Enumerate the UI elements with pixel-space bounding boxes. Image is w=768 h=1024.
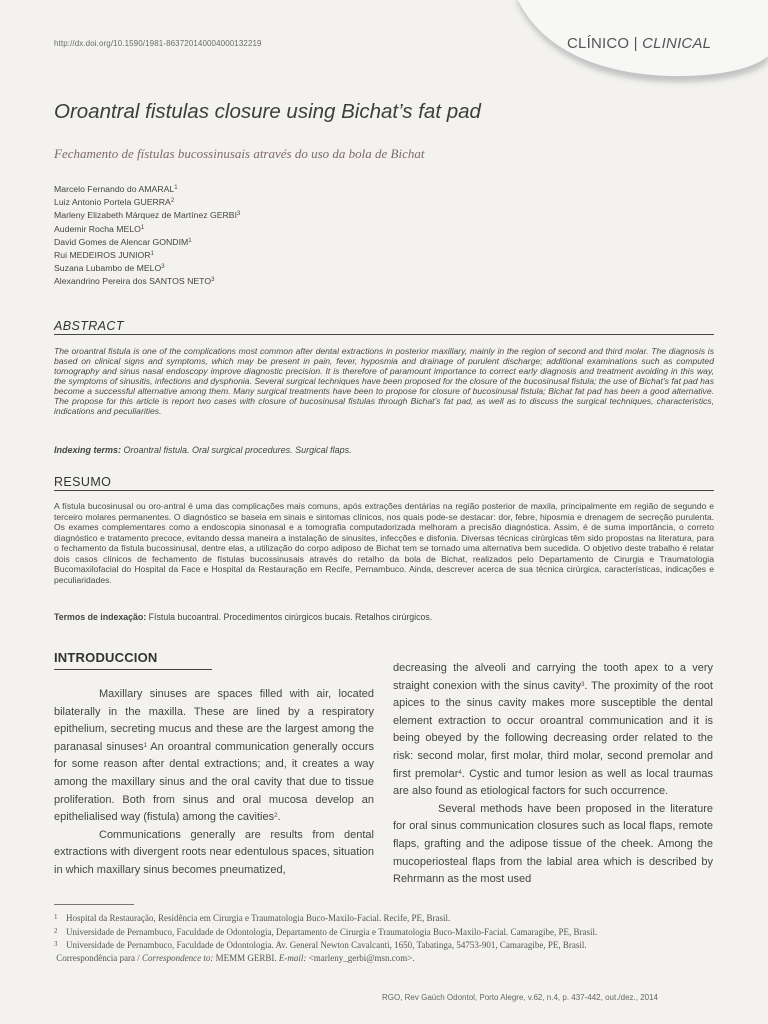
author-item: [54, 249, 240, 262]
paragraph-text: Maxillary sinuses are spaces filled with air, located bilaterally in the maxilla. These are lined by a respiratory epithelium, secreting mucus and these are the largest among the paranasal sinuses: [54, 688, 374, 753]
correspondence-label-pt: Correspondência para /: [56, 952, 142, 963]
termos-value: Fístula bucoantral. Procedimentos cirúrgicos bucais. Retalhos cirúrgicos.: [146, 612, 433, 622]
author-item: [54, 209, 240, 222]
citation-ref: 3: [581, 681, 585, 688]
footnote-text: Universidade de Pernambuco, Faculdade de Odontologia. Av. General Newton Cavalcanti, 1650, Tabatinga, 54753-901, Camaragibe, PE, Brasil.: [66, 940, 587, 950]
paragraph-text: . The proximity of the root apices to the sinus cavity makes more susceptible the dental element extraction to occur oroantral communication and it is being obeyed by the following decreasing order related to the risk: second molar, first molar, third molar, second premolar and first premolar: [393, 679, 713, 780]
author-name: Suzana Lubambo de MELO: [54, 263, 162, 274]
author-name: Marcelo Fernando do AMARAL: [54, 184, 175, 194]
indexing-terms-label: Indexing terms:: [54, 445, 122, 455]
email-label: E-mail:: [278, 952, 307, 963]
author-affiliation: 3: [211, 277, 215, 284]
author-item: [54, 236, 240, 249]
footnote-text: Hospital da Restauração, Residência em Cirurgia e Traumatologia Buco-Maxilo-Facial. Recife, PE, Brasil.: [66, 913, 451, 923]
author-affiliation: 1: [150, 251, 154, 258]
paragraph-text: Several methods have been proposed in the literature for oral sinus communication closures such as local flaps, remote flaps, grafting and the adipose tissue of the cheek. Among the mucoperiosteal flaps from the labial area which is described by Rehrmann as the most used: [393, 802, 713, 886]
footnote: [54, 925, 724, 939]
article-title: Oroantral fistulas closure using Bichat’s fat pad: [54, 100, 481, 123]
termos-indexacao: [54, 612, 432, 622]
citation-ref: 2: [274, 813, 278, 820]
author-name: David Gomes de Alencar GONDIM: [54, 236, 189, 247]
intro-right-column: [393, 660, 713, 889]
footnote-number: 3: [54, 940, 58, 948]
author-item: [54, 275, 240, 288]
section-label-en: CLINICAL: [642, 35, 712, 52]
abstract-text: The oroantral fistula is one of the complications most common after dental extractions in posterior maxillary, mainly in the region of second and third molar. The diagnosis is based on clinical signs and symptoms, which may be present in pain, fever, hyposmia and drainage of purulent discharge; additional examinations such as computed tomography and sinus nasal endoscopy improve diagnostic precision. It is therefore of paramount importance to correct early diagnosis and treatment avoiding in this way, the symptoms of sinusitis, infections and dysphonia. Several surgical techniques have been proposed for the closure of the bucosinusal fistula; the use of Bichat’s fat pad has become a successful alternative among them. Many surgical treatments have been to propose for closure of bucosinusal fistula; Bichat fat pad has been a good alternative. The propose for this article is report two cases with closure of bucosinusal fistulas through Bichat’s fat pad, as well as to discuss the surgical techniques, characteristics, indications and peculiarities.: [54, 346, 714, 416]
author-affiliation: 2: [170, 198, 175, 205]
indexing-terms-value: Oroantral fistula. Oral surgical procedures. Surgical flaps.: [121, 445, 352, 455]
paragraph-text: . Cystic and tumor lesion as well as local traumas are also found as etiological factors for such occurrence.: [393, 767, 713, 798]
footnotes: [54, 911, 724, 964]
section-label-pt: CLÍNICO: [567, 35, 630, 52]
resumo-text: A fístula bucosinusal ou oro-antral é uma das complicações mais comuns, após extrações dentárias na região posterior de maxila, principalmente em região de segundo e terceiro molares permanentes. O diagnóstico se baseia em sinais e sintomas clínicos, nos quais pode-se destacar: dor, febre, hiposmia e drenagem de secreção purulenta. Os exames complementares como a endoscopia sinonasal e a tomografia computadorizada melhoram a precisão diagnóstica. Assim, é de suma importância, o correto diagnóstico e tratamento precoce, evitando dessa maneira a instalação de sinusites, infecções e disfonia. Diversas técnicas cirúrgicas têm sido propostas na literatura, para o fechamento da fístula bucossinusal, dentre elas, a utilização do corpo adiposo de Bichat tem se tornado uma alternativa bem sucedida. O objetivo deste trabalho é relatar dois casos clínicos de fechamento de fístulas bucossinusais através do retalho da bola de Bichat, realizados pelo Departamento de Cirurgia e Traumatologia Bucomaxilofacial do Hospital da Face e Hospital da Restauração em Recife, Pernambuco. Ainda, descrever acerca de sua técnica cirúrgica, características, indicações e peculiaridades.: [54, 501, 714, 585]
body-paragraph: [393, 801, 713, 889]
termos-label: Termos de indexação:: [54, 612, 147, 622]
body-paragraph: [393, 660, 713, 801]
indexing-terms: [54, 445, 352, 455]
correspondence-name: MEMM GERBI.: [213, 952, 279, 963]
author-name: Alexandrino Pereira dos SANTOS NETO: [54, 276, 212, 287]
correspondence: [54, 952, 724, 965]
footnote: [54, 938, 724, 952]
intro-left-column: [54, 686, 374, 880]
author-list: [54, 183, 240, 289]
correspondence-email[interactable]: <marleny_gerbi@msn.com>.: [306, 952, 415, 963]
citation-ref: 4: [458, 769, 462, 776]
author-item: [54, 223, 240, 236]
section-label-separator: |: [629, 35, 643, 52]
paragraph-text: .: [277, 811, 281, 824]
intro-heading: INTRODUCCION: [54, 650, 212, 670]
author-affiliation: 3: [161, 264, 165, 271]
author-name: Rui MEDEIROS JUNIOR: [54, 250, 151, 261]
author-affiliation: 1: [174, 185, 178, 191]
author-affiliation: 1: [188, 237, 192, 244]
paragraph-text: decreasing the alveoli and carrying the tooth apex to a very straight conexion with the sinus cavity: [393, 662, 713, 692]
body-paragraph: [54, 686, 374, 827]
section-label: [567, 35, 711, 52]
paragraph-text: Communications generally are results from dental extractions with divergent roots near edentulous spaces, situation in which maxillary sinus becomes pneumatized,: [54, 828, 374, 876]
author-name: Luiz Antonio Portela GUERRA: [54, 197, 171, 208]
author-item: [54, 262, 240, 275]
author-affiliation: 1: [140, 224, 145, 231]
footnote-text: Universidade de Pernambuco, Faculdade de Odontologia, Departamento de Cirurgia e Traumatologia Buco-Maxilo-Facial. Camaragibe, PE, Brasil.: [66, 926, 598, 937]
paragraph-text: An oroantral communication generally occurs for some reason after dental extractions; and, it creates a way among the maxillary sinus and the oral cavity that due to tissue proliferation. Both from sinus and oral mucosa develop an epithelialised way (fistula) among the cavities: [54, 740, 374, 824]
footnote-number: 2: [54, 926, 58, 935]
footnote-number: 1: [54, 913, 58, 921]
article-subtitle: Fechamento de fístulas bucossinusais através do uso da bola de Bichat: [54, 146, 425, 161]
author-name: Audemir Rocha MELO: [54, 223, 141, 234]
footnote-divider: [54, 904, 134, 905]
doi-link[interactable]: http://dx.doi.org/10.1590/1981-863720140004000132219: [54, 39, 262, 48]
correspondence-label-en: Correspondence to:: [141, 952, 214, 963]
resumo-heading: RESUMO: [54, 475, 714, 491]
author-item: [54, 183, 240, 196]
author-name: Marleny Elizabeth Márquez de Martínez GERBI: [54, 210, 237, 221]
body-paragraph: [54, 827, 374, 880]
author-affiliation: 3: [237, 211, 241, 218]
abstract-heading: ABSTRACT: [54, 319, 714, 335]
author-item: [54, 196, 240, 209]
journal-reference: RGO, Rev Gaúch Odontol, Porto Alegre, v.62, n.4, p. 437-442, out./dez., 2014: [381, 993, 658, 1002]
citation-ref: 1: [143, 742, 147, 749]
footnote: [54, 911, 724, 925]
